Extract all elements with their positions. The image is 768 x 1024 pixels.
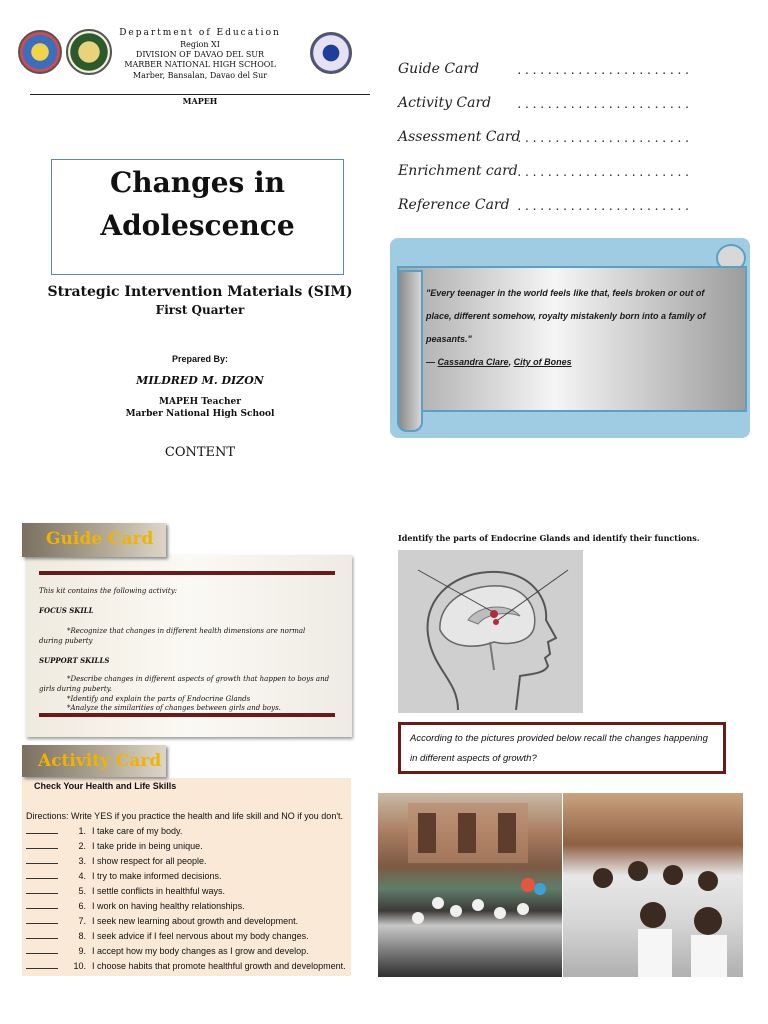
support-skill-2: *Identify and explain the parts of Endocrine Glands <box>67 695 251 703</box>
answer-blank[interactable] <box>26 878 58 879</box>
activity-directions: Directions: Write YES if you practice the health and life skill and NO if you don't. <box>26 811 344 821</box>
answer-blank[interactable] <box>26 893 58 894</box>
crowd-photo-icon <box>378 793 562 977</box>
header-region: Region XI <box>180 40 220 49</box>
answer-blank[interactable] <box>26 938 58 939</box>
guide-card-intro: This kit contains the following activity: <box>39 587 178 595</box>
students-photo-classroom <box>563 793 743 977</box>
author-name: MILDRED M. DIZON <box>136 374 264 387</box>
activity-card-tab-label: Activity Card <box>38 751 162 771</box>
checklist-item: 10. I choose habits that promote healthful growth and development. <box>26 961 346 971</box>
recall-question-box <box>398 722 726 774</box>
focus-skill-label: FOCUS SKILL <box>39 606 94 615</box>
content-heading: CONTENT <box>164 445 236 460</box>
checklist-item: 3. I show respect for all people. <box>26 856 207 866</box>
endocrine-heading: Identify the parts of Endocrine Glands and identify their functions. <box>398 533 700 543</box>
support-skills-label: SUPPORT SKILLS <box>39 656 110 665</box>
students-photo-courtyard <box>378 793 562 977</box>
title-line-1: Changes in <box>109 166 286 199</box>
guide-card-tab <box>22 523 166 557</box>
answer-blank[interactable] <box>26 923 58 924</box>
guide-card-tab-label: Guide Card <box>46 529 154 549</box>
focus-skill-text: *Recognize that changes in different health dimensions are normal during puberty <box>39 627 306 645</box>
quote-dash: — <box>426 357 438 367</box>
header-divider <box>30 94 370 95</box>
toc-guide-card[interactable]: Guide Card <box>398 61 480 77</box>
checklist-item: 2. I take pride in being unique. <box>26 841 203 851</box>
toc-dots: ....................... <box>516 166 692 179</box>
checklist-item: 9. I accept how my body changes as I grow and develop. <box>26 946 309 956</box>
toc-enrichment-card[interactable]: Enrichment card <box>398 163 518 179</box>
answer-blank[interactable] <box>26 848 58 849</box>
support-skill-3: *Analyze the similarities of changes between girls and boys. <box>67 704 281 712</box>
checklist-item: 4. I try to make informed decisions. <box>26 871 222 881</box>
checklist-item: 8. I seek advice if I feel nervous about my body changes. <box>26 931 309 941</box>
author-role: MAPEH Teacher <box>159 397 241 407</box>
answer-blank[interactable] <box>26 863 58 864</box>
toc-activity-card[interactable]: Activity Card <box>398 95 492 111</box>
header-division: DIVISION OF DAVAO DEL SUR <box>135 50 265 59</box>
author-school: Marber National High School <box>125 409 275 419</box>
answer-blank[interactable] <box>26 953 58 954</box>
scroll-left-roll <box>397 270 423 432</box>
recall-question-text: According to the pictures provided below recall the changes happening in different aspects of growth? <box>410 733 708 764</box>
answer-blank[interactable] <box>26 968 58 969</box>
title-line-2: Adolescence <box>100 209 295 242</box>
header-subject: MAPEH <box>182 96 218 106</box>
checklist-item: 1. I take care of my body. <box>26 826 182 836</box>
division-seal-logo <box>18 30 62 74</box>
brain-head-outline-icon <box>398 550 583 713</box>
prepared-by-label: Prepared By: <box>171 354 229 364</box>
title-box <box>51 159 344 275</box>
toc-dots: ....................... <box>516 200 692 213</box>
quote-author-link[interactable]: Cassandra Clare <box>437 357 509 367</box>
answer-blank[interactable] <box>26 833 58 834</box>
toc-dots: ....................... <box>516 98 692 111</box>
activity-heading: Check Your Health and Life Skills <box>34 781 177 791</box>
quote-text-block <box>426 282 726 374</box>
support-skill-1: *Describe changes in different aspects of growth that happen to boys and girls during puberty. <box>39 675 330 693</box>
sim-subtitle: Strategic Intervention Materials (SIM) <box>47 284 353 300</box>
guide-card-rule-bottom <box>39 713 335 717</box>
quote-book-link[interactable]: City of Bones <box>513 357 572 367</box>
header-department: Department of Education <box>119 28 281 38</box>
checklist-item: 7. I seek new learning about growth and development. <box>26 916 298 926</box>
brain-diagram-image <box>398 550 583 713</box>
answer-blank[interactable] <box>26 908 58 909</box>
quote-text: "Every teenager in the world feels like that, feels broken or out of place, different somehow, royalty mistakenly born into a family of peasants." <box>426 288 706 344</box>
activity-card-tab <box>22 745 166 777</box>
students-photo-icon <box>563 793 743 977</box>
checklist-item: 5. I settle conflicts in healthful ways. <box>26 886 225 896</box>
checklist-item: 6. I work on having healthy relationships. <box>26 901 245 911</box>
toc-assessment-card[interactable]: Assessment Card <box>398 129 521 145</box>
deped-seal-logo <box>310 32 352 74</box>
quote-separator: , <box>508 357 514 367</box>
header-school: MARBER NATIONAL HIGH SCHOOL <box>124 60 276 69</box>
toc-dots: ....................... <box>516 132 692 145</box>
toc-dots: ....................... <box>516 64 692 77</box>
header-address: Marber, Bansalan, Davao del Sur <box>132 71 268 80</box>
guide-card-rule-top <box>39 571 335 575</box>
quarter-label: First Quarter <box>155 303 245 317</box>
toc-reference-card[interactable]: Reference Card <box>398 197 510 213</box>
